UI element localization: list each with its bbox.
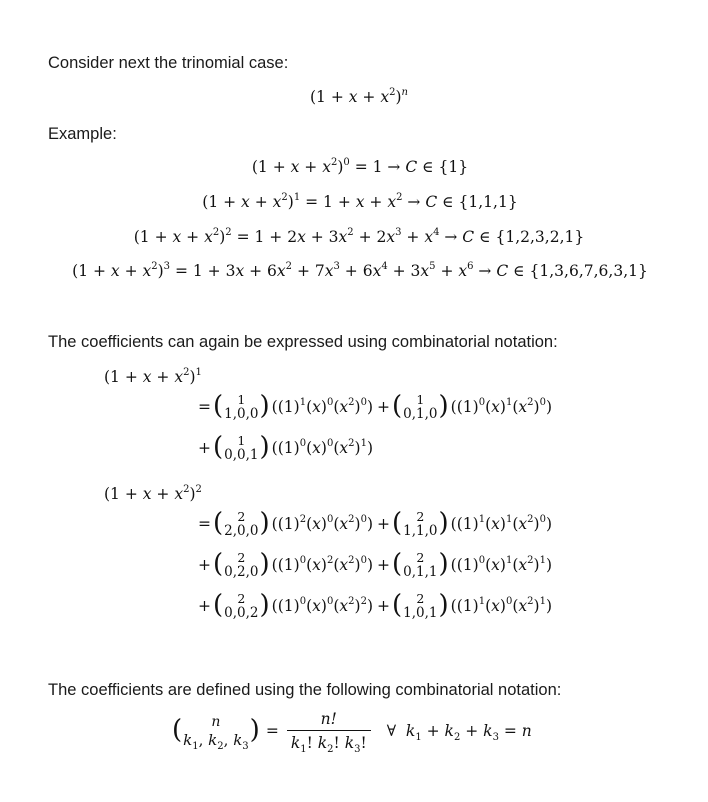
- term-product: $((1)^0(x)^1(x^2)^0)$: [450, 397, 552, 416]
- expansion-2-line-1: [198, 509, 552, 539]
- multinomial-coefficient: ( 2 0,0,2 ): [213, 590, 270, 621]
- multinomial-fraction: $\frac{n!}{k_1! k_2! k_3!}$: [287, 710, 371, 752]
- term-product: $((1)^0(x)^0(x^2)^2)$: [271, 596, 373, 615]
- example-set-1: {1,1,1}: [458, 193, 518, 211]
- multinomial-coefficient: ( 1 0,0,1 ): [213, 432, 270, 463]
- multinomial-coefficient: ( 2 0,1,1 ): [392, 549, 449, 580]
- term-sign: +: [198, 439, 211, 457]
- multinomial-coefficient: ( 2 0,2,0 ): [213, 549, 270, 580]
- example-set-0: {1}: [438, 158, 469, 176]
- expansion-1-line-1: [198, 392, 552, 422]
- multinomial-coefficient: ( 2 1,0,1 ): [392, 590, 449, 621]
- expansion-2-line-3: [198, 591, 552, 621]
- multinomial-coefficient: ( 2 1,1,0 ): [392, 508, 449, 539]
- term-product: $((1)^1(x)^1(x^2)^0)$: [450, 514, 552, 533]
- coefficients-intro: The coefficients can again be expressed using combinatorial notation:: [48, 333, 558, 351]
- term-sign: =: [198, 398, 211, 416]
- expansion-1-lhs: $(1 + x + x^2)^1$: [104, 367, 202, 386]
- definition-intro: The coefficients are defined using the following combinatorial notation:: [48, 681, 562, 699]
- term-sign: +: [377, 398, 390, 416]
- term-sign: +: [377, 556, 390, 574]
- example-label: Example:: [48, 125, 117, 143]
- term-product: $((1)^2(x)^0(x^2)^0)$: [271, 514, 373, 533]
- intro-text: Consider next the trinomial case:: [48, 54, 289, 72]
- term-product: $((1)^0(x)^1(x^2)^1)$: [450, 555, 552, 574]
- term-product: $((1)^0(x)^0(x^2)^1)$: [271, 438, 373, 457]
- term-sign: +: [198, 597, 211, 615]
- example-row-0: $(1 + x + x^2)^0 = 1 \to C$ ∈ {1}: [251, 157, 469, 176]
- multinomial-coefficient: ( 1 1,0,0 ): [213, 391, 270, 422]
- term-product: $((1)^1(x)^0(x^2)^0)$: [271, 397, 373, 416]
- expansion-1-line-2: [198, 433, 373, 463]
- multinomial-coefficient: ( 2 2,0,0 ): [213, 508, 270, 539]
- example-set-2: {1,2,3,2,1}: [495, 228, 585, 246]
- term-product: $((1)^0(x)^2(x^2)^0)$: [271, 555, 373, 574]
- term-product: $((1)^1(x)^0(x^2)^1)$: [450, 596, 552, 615]
- expansion-2-line-2: [198, 550, 552, 580]
- multinomial-definition: ( n $k_1$, $k_2$, $k_3$ ) = $\frac{n!}{k_1! k_2! k_3!}$ ∀ $k_1 + k_2 + k_3 = n$: [172, 710, 532, 755]
- multinomial-symbol: ( n $k_1$, $k_2$, $k_3$ ): [172, 714, 260, 752]
- term-sign: +: [377, 597, 390, 615]
- example-row-3: $(1 + x + x^2)^3 = 1 + 3x + 6x^2 + 7x^3 + 6x^4 + 3x^5 + x^6 \to C$ ∈ {1,3,6,7,6,3,1}: [72, 261, 648, 280]
- term-sign: =: [198, 515, 211, 533]
- term-sign: +: [377, 515, 390, 533]
- example-row-2: $(1 + x + x^2)^2 = 1 + 2x + 3x^2 + 2x^3 + x^4 \to C$ ∈ {1,2,3,2,1}: [133, 227, 585, 246]
- example-set-3: {1,3,6,7,6,3,1}: [529, 262, 648, 280]
- trinomial-expression: $(1 + x + x^2)^n$: [310, 87, 408, 106]
- example-row-1: $(1 + x + x^2)^1 = 1 + x + x^2 \to C$ ∈ {1,1,1}: [202, 192, 518, 211]
- expansion-2-lhs: $(1 + x + x^2)^2$: [104, 484, 202, 503]
- term-sign: +: [198, 556, 211, 574]
- multinomial-coefficient: ( 1 0,1,0 ): [392, 391, 449, 422]
